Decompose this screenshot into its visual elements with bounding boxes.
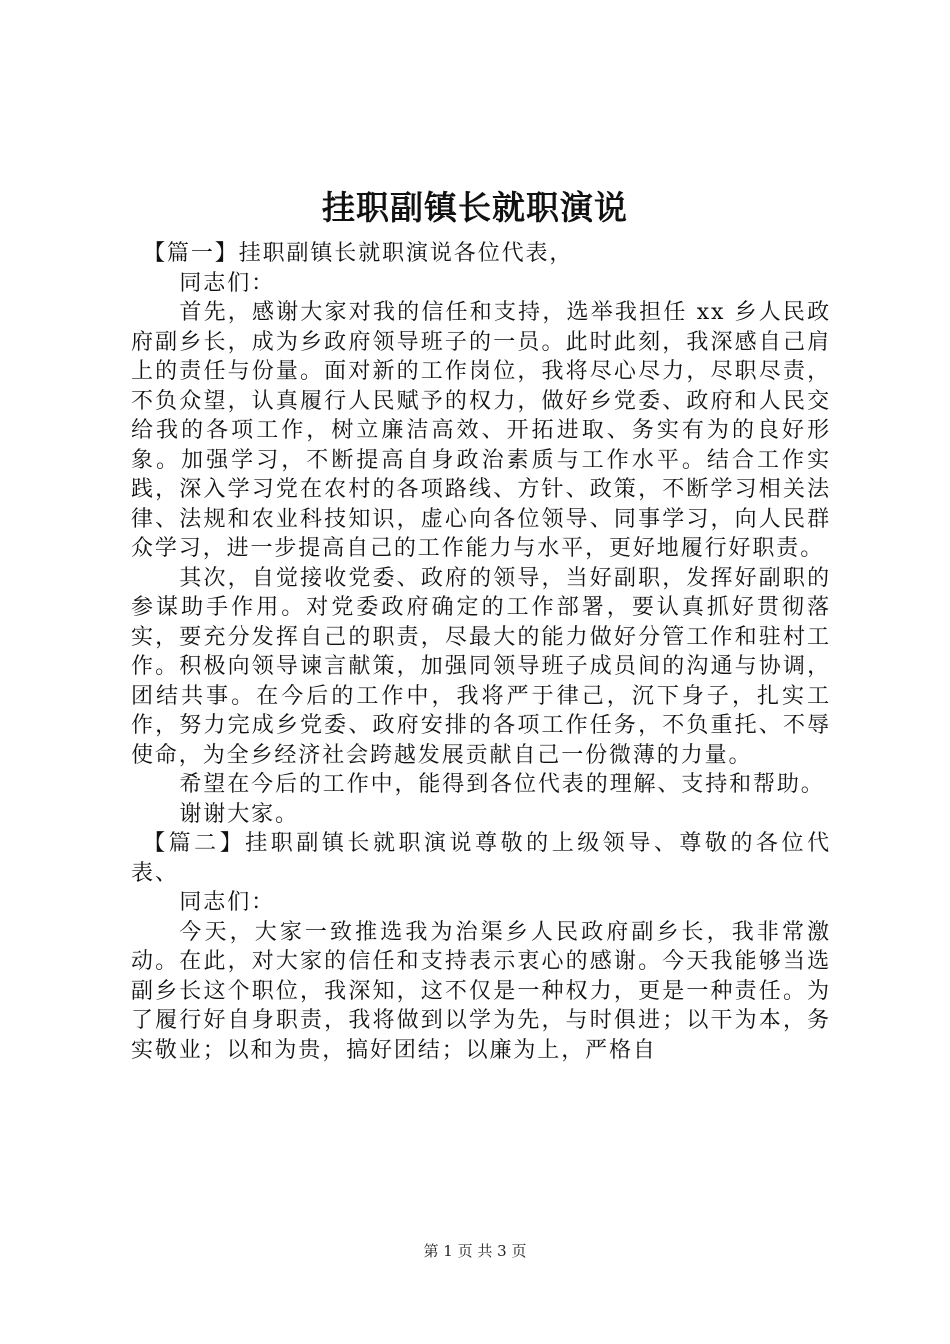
salutation-2: 同志们： (179, 890, 275, 915)
body-paragraph: 首先，感谢大家对我的信任和支持，选举我担任 xx 乡人民政府副乡长，成为乡政府领导班子的一员。此时此刻，我深感自己肩上的责任与份量。面对新的工作岗位，我将尽心尽力，尽职尽责，不负众望，认真履行人民赋予的权力，做好乡党委、政府和人民交给我的各项工作，树立廉洁高效、开拓进取、务实有为的良好形象。加强学习，不断提高自身政治素质与工作水平。结合工作实践，深入学习党在农村的各项路线、方针、政策，不断学习相关法律、法规和农业科技知识，虚心向各位领导、同事学习，向人民群众学习，进一步提高自己的工作能力与水平，更好地履行好职责。 (131, 300, 831, 561)
section-heading-1: 【篇一】挂职副镇长就职演说各位代表， (143, 241, 574, 266)
body-paragraph: 今天，大家一致推选我为治渠乡人民政府副乡长，我非常激动。在此，对大家的信任和支持表示衷心的感谢。今天我能够当选副乡长这个职位，我深知，这不仅是一种权力，更是一种责任。为了履行好自身职责，我将做到以学为先，与时俱进；以干为本，务实敬业；以和为贵，搞好团结；以廉为上，严格自 (131, 919, 831, 1063)
page-footer: 第 1 页 共 3 页 (423, 1242, 527, 1260)
closing-thanks: 谢谢大家。 (179, 801, 299, 827)
body-paragraph: 希望在今后的工作中，能得到各位代表的理解、支持和帮助。 (179, 772, 825, 797)
section-heading-2: 【篇二】挂职副镇长就职演说尊敬的上级领导、尊敬的各位代表、 (131, 831, 831, 886)
document-body (131, 239, 831, 1065)
body-paragraph: 其次，自觉接收党委、政府的领导，当好副职，发挥好副职的参谋助手作用。对党委政府确定的工作部署，要认真抓好贯彻落实，要充分发挥自己的职责，尽最大的能力做好分管工作和驻村工作。积极向领导谏言献策，加强同领导班子成员间的沟通与协调，团结共事。在今后的工作中，我将严于律己，沉下身子，扎实工作，努力完成乡党委、政府安排的各项工作任务，不负重托、不辱使命，为全乡经济社会跨越发展贡献自己一份微薄的力量。 (131, 565, 831, 768)
salutation-1: 同志们： (179, 270, 275, 296)
document-title: 挂职副镇长就职演说 (322, 188, 628, 227)
